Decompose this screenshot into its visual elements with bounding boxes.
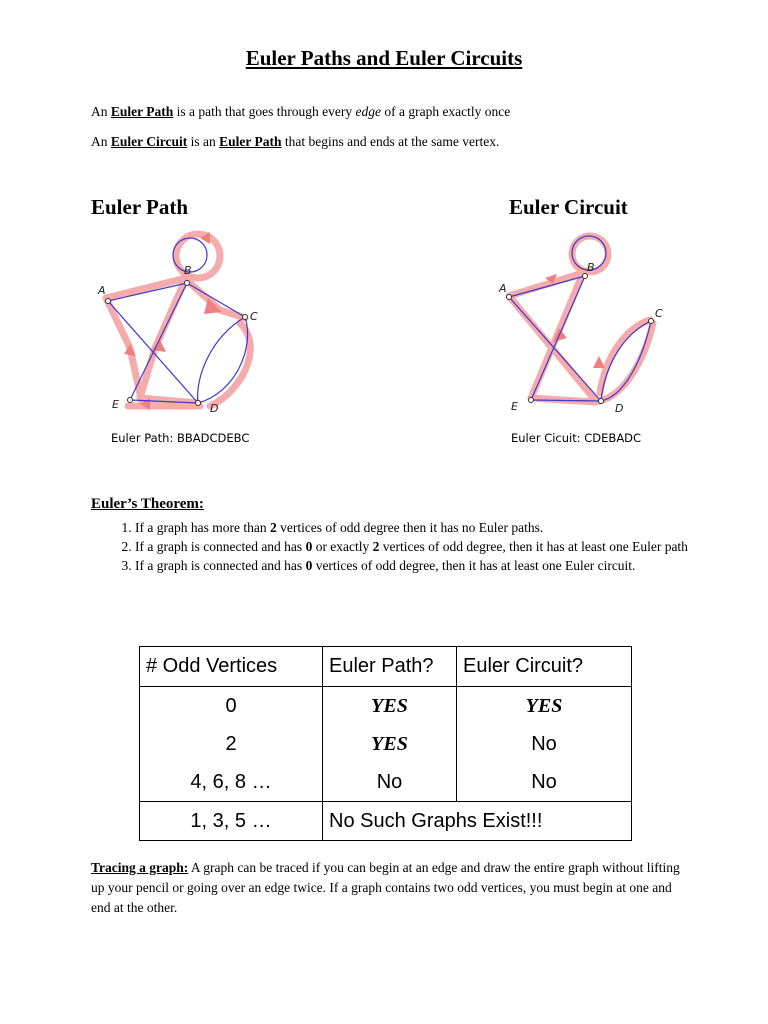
table-cell: No: [457, 725, 632, 763]
euler-path-caption: Euler Path: BBADCDEBC: [111, 431, 250, 445]
euler-circuit-caption: Euler Cicuit: CDEBADC: [511, 431, 642, 445]
table-cell-merged: No Such Graphs Exist!!!: [323, 802, 632, 841]
table-row: [140, 725, 632, 763]
vertex-label-a: A: [98, 284, 106, 297]
def1-post: of a graph exactly once: [380, 104, 511, 119]
table-cell: 2: [140, 725, 323, 763]
tracing-label: Tracing a graph:: [91, 860, 189, 875]
thm3-pre: If a graph is connected and has: [135, 558, 306, 573]
vertex-label-e: E: [511, 400, 518, 413]
table-cell: No: [457, 763, 632, 802]
table-row: [140, 763, 632, 802]
def1-em: edge: [355, 104, 381, 119]
euler-circuit-heading: Euler Circuit: [509, 195, 628, 219]
definition-euler-circuit: [91, 134, 499, 150]
theorem-item: [135, 556, 715, 575]
vertex-label-a: A: [499, 282, 507, 295]
tracing-paragraph: [91, 858, 681, 918]
def2-post: that begins and ends at the same vertex.: [281, 134, 500, 149]
thm3-bold: 0: [305, 558, 313, 573]
thm1-bold: 2: [269, 520, 277, 535]
vertex-label-d: D: [615, 402, 624, 415]
vertex-label-c: C: [250, 310, 258, 323]
header-odd-vertices: # Odd Vertices: [140, 647, 323, 687]
theorem-list: [91, 518, 715, 575]
table-cell: No: [323, 763, 457, 802]
theorem-heading: Euler’s Theorem:: [91, 496, 204, 512]
theorem-item: [135, 518, 715, 537]
odd-vertices-table: [139, 646, 632, 841]
euler-circuit-figure: [495, 228, 680, 423]
table-header-row: [140, 647, 632, 687]
thm1-pre: If a graph has more than: [135, 520, 270, 535]
def1-pre: An: [91, 104, 111, 119]
thm2-bold2: 2: [372, 539, 380, 554]
theorem-item: [135, 537, 715, 556]
thm2-post: or exactly: [312, 539, 373, 554]
thm2-bold: 0: [305, 539, 313, 554]
def1-term: Euler Path: [110, 104, 174, 119]
table-cell: YES: [323, 725, 457, 763]
table-cell: YES: [457, 687, 632, 726]
header-euler-path: Euler Path?: [323, 647, 457, 687]
table-cell: 4, 6, 8 …: [140, 763, 323, 802]
euler-path-figure: [90, 228, 270, 423]
vertex-label-b: B: [587, 261, 595, 274]
thm1-post: vertices of odd degree then it has no Euler paths.: [276, 520, 544, 535]
table-row: [140, 687, 632, 726]
def1-mid: is a path that goes through every: [173, 104, 356, 119]
def2-pre: An: [91, 134, 111, 149]
tracing-text: A graph can be traced if you can begin at an edge and draw the entire graph without lifting up your pencil or going over an edge twice. If a graph contains two odd vertices, you must begin at one and end at the other.: [91, 860, 680, 915]
header-euler-circuit: Euler Circuit?: [457, 647, 632, 687]
vertex-label-b: B: [184, 264, 192, 277]
thm3-post: vertices of odd degree, then it has at least one Euler circuit.: [312, 558, 636, 573]
def2-term: Euler Circuit: [110, 134, 188, 149]
table-cell: YES: [323, 687, 457, 726]
definition-euler-path: [91, 104, 510, 120]
page-title: Euler Paths and Euler Circuits: [245, 46, 523, 70]
euler-path-heading: Euler Path: [91, 195, 189, 219]
thm2-pre: If a graph is connected and has: [135, 539, 306, 554]
vertex-label-c: C: [655, 307, 663, 320]
table-cell: 0: [140, 687, 323, 726]
thm2-post2: vertices of odd degree, then it has at least one Euler path: [379, 539, 688, 554]
vertex-label-e: E: [112, 398, 119, 411]
def2-mid: is an: [187, 134, 220, 149]
vertex-label-d: D: [210, 402, 219, 415]
def2-term2: Euler Path: [219, 134, 282, 149]
table-row: [140, 802, 632, 841]
table-cell: 1, 3, 5 …: [140, 802, 323, 841]
